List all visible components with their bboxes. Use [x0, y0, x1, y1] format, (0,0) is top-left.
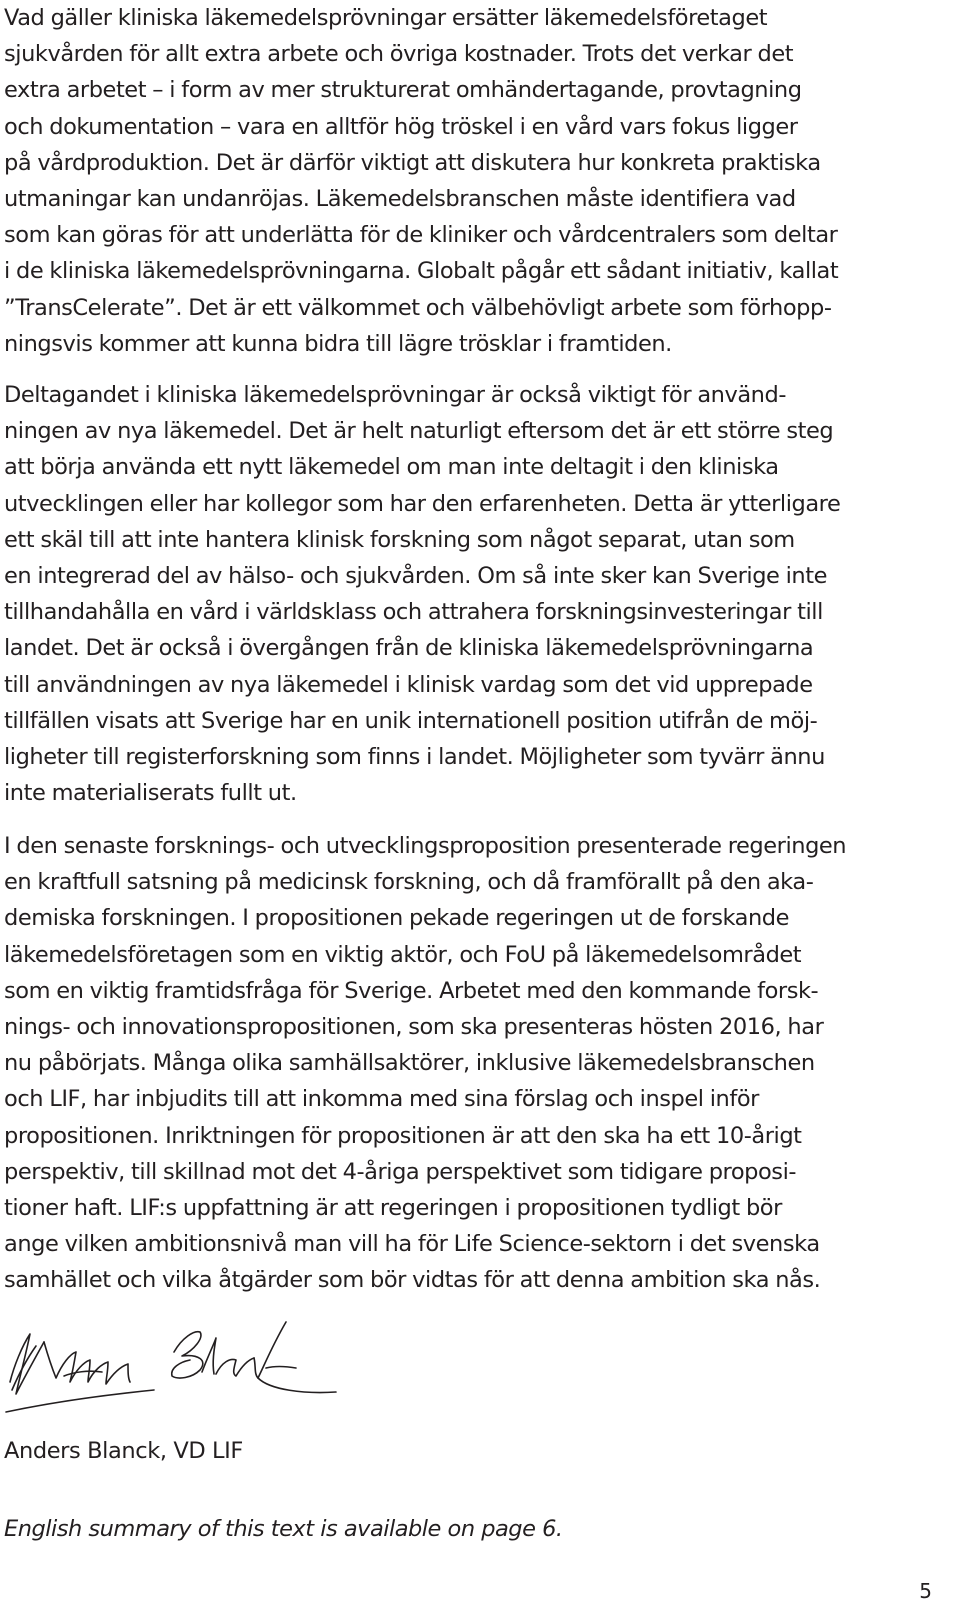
- text-line: demiska forskningen. I propositionen pekade regeringen ut de forskande: [4, 905, 790, 932]
- text-line: i de kliniska läkemedelsprövningarna. Globalt pågår ett sådant initiativ, kallat: [4, 258, 839, 285]
- text-line: ”TransCelerate”. Det är ett välkommet och välbehövligt arbete som förhopp-: [4, 294, 832, 321]
- paragraph-2: [4, 377, 840, 811]
- text-line: Deltagandet i kliniska läkemedelsprövningar är också viktigt för använd-: [4, 382, 786, 408]
- text-line: på vårdproduktion. Det är därför viktigt att diskutera hur konkreta praktiska: [4, 149, 821, 176]
- text-line: inte materialiserats fullt ut.: [4, 780, 297, 807]
- text-line: extra arbetet – i form av mer strukturerat omhändertagande, provtagning: [4, 77, 802, 104]
- text-line: tillfällen visats att Sverige har en unik internationell position utifrån de möj-: [4, 707, 818, 734]
- text-line: tioner haft. LIF:s uppfattning är att regeringen i propositionen tydligt bör: [4, 1195, 782, 1222]
- text-line: att börja använda ett nytt läkemedel om man inte deltagit i den kliniska: [4, 454, 779, 481]
- text-line: Vad gäller kliniska läkemedelsprövningar ersätter läkemedelsföretaget: [4, 5, 768, 31]
- text-line: I den senaste forsknings- och utvecklingsproposition presenterade regeringen: [4, 833, 847, 859]
- handwritten-signature: [4, 1316, 354, 1416]
- text-line: ningen av nya läkemedel. Det är helt naturligt eftersom det är ett större steg: [4, 418, 834, 445]
- text-line: utvecklingen eller har kollegor som har den erfarenheten. Detta är ytterligare: [4, 490, 841, 517]
- text-line: utmaningar kan undanröjas. Läkemedelsbranschen måste identifiera vad: [4, 186, 796, 213]
- page-number: 5: [919, 1579, 932, 1603]
- text-line: ange vilken ambitionsnivå man vill ha för Life Science-sektorn i det svenska: [4, 1231, 820, 1258]
- paragraph-1: [4, 0, 838, 362]
- text-line: sjukvården för allt extra arbete och övriga kostnader. Trots det verkar det: [4, 41, 794, 68]
- text-line: nu påbörjats. Många olika samhällsaktörer, inklusive läkemedelsbranschen: [4, 1050, 815, 1077]
- text-line: läkemedelsföretagen som en viktig aktör, och FoU på läkemedelsområdet: [4, 941, 802, 968]
- text-line: som en viktig framtidsfråga för Sverige. Arbetet med den kommande forsk-: [4, 977, 819, 1004]
- text-line: och dokumentation – vara en alltför hög tröskel i en vård vars fokus ligger: [4, 113, 798, 140]
- text-line: nings- och innovationspropositionen, som ska presenteras hösten 2016, har: [4, 1014, 824, 1041]
- text-line: en kraftfull satsning på medicinsk forskning, och då framförallt på den aka-: [4, 869, 814, 896]
- text-line: ligheter till registerforskning som finns i landet. Möjligheter som tyvärr ännu: [4, 744, 825, 771]
- text-line: landet. Det är också i övergången från de kliniska läkemedelsprövningarna: [4, 635, 814, 662]
- text-line: ett skäl till att inte hantera klinisk forskning som något separat, utan som: [4, 526, 795, 553]
- text-line: perspektiv, till skillnad mot det 4-åriga perspektivet som tidigare proposi-: [4, 1158, 797, 1185]
- text-line: och LIF, har inbjudits till att inkomma med sina förslag och inspel inför: [4, 1086, 759, 1113]
- english-summary-note: English summary of this text is available on page 6.: [4, 1516, 563, 1542]
- text-line: en integrerad del av hälso- och sjukvården. Om så inte sker kan Sverige inte: [4, 563, 828, 590]
- signatory-name: Anders Blanck, VD LIF: [4, 1438, 243, 1464]
- text-line: ningsvis kommer att kunna bidra till lägre trösklar i framtiden.: [4, 330, 672, 357]
- text-line: som kan göras för att underlätta för de kliniker och vårdcentralers som deltar: [4, 222, 838, 249]
- text-line: tillhandahålla en vård i världsklass och attrahera forskningsinvesteringar till: [4, 599, 823, 626]
- paragraph-3: [4, 828, 846, 1299]
- text-line: propositionen. Inriktningen för propositionen är att den ska ha ett 10-årigt: [4, 1122, 802, 1149]
- text-line: till användningen av nya läkemedel i klinisk vardag som det vid upprepade: [4, 671, 813, 698]
- text-line: samhället och vilka åtgärder som bör vidtas för att denna ambition ska nås.: [4, 1267, 821, 1294]
